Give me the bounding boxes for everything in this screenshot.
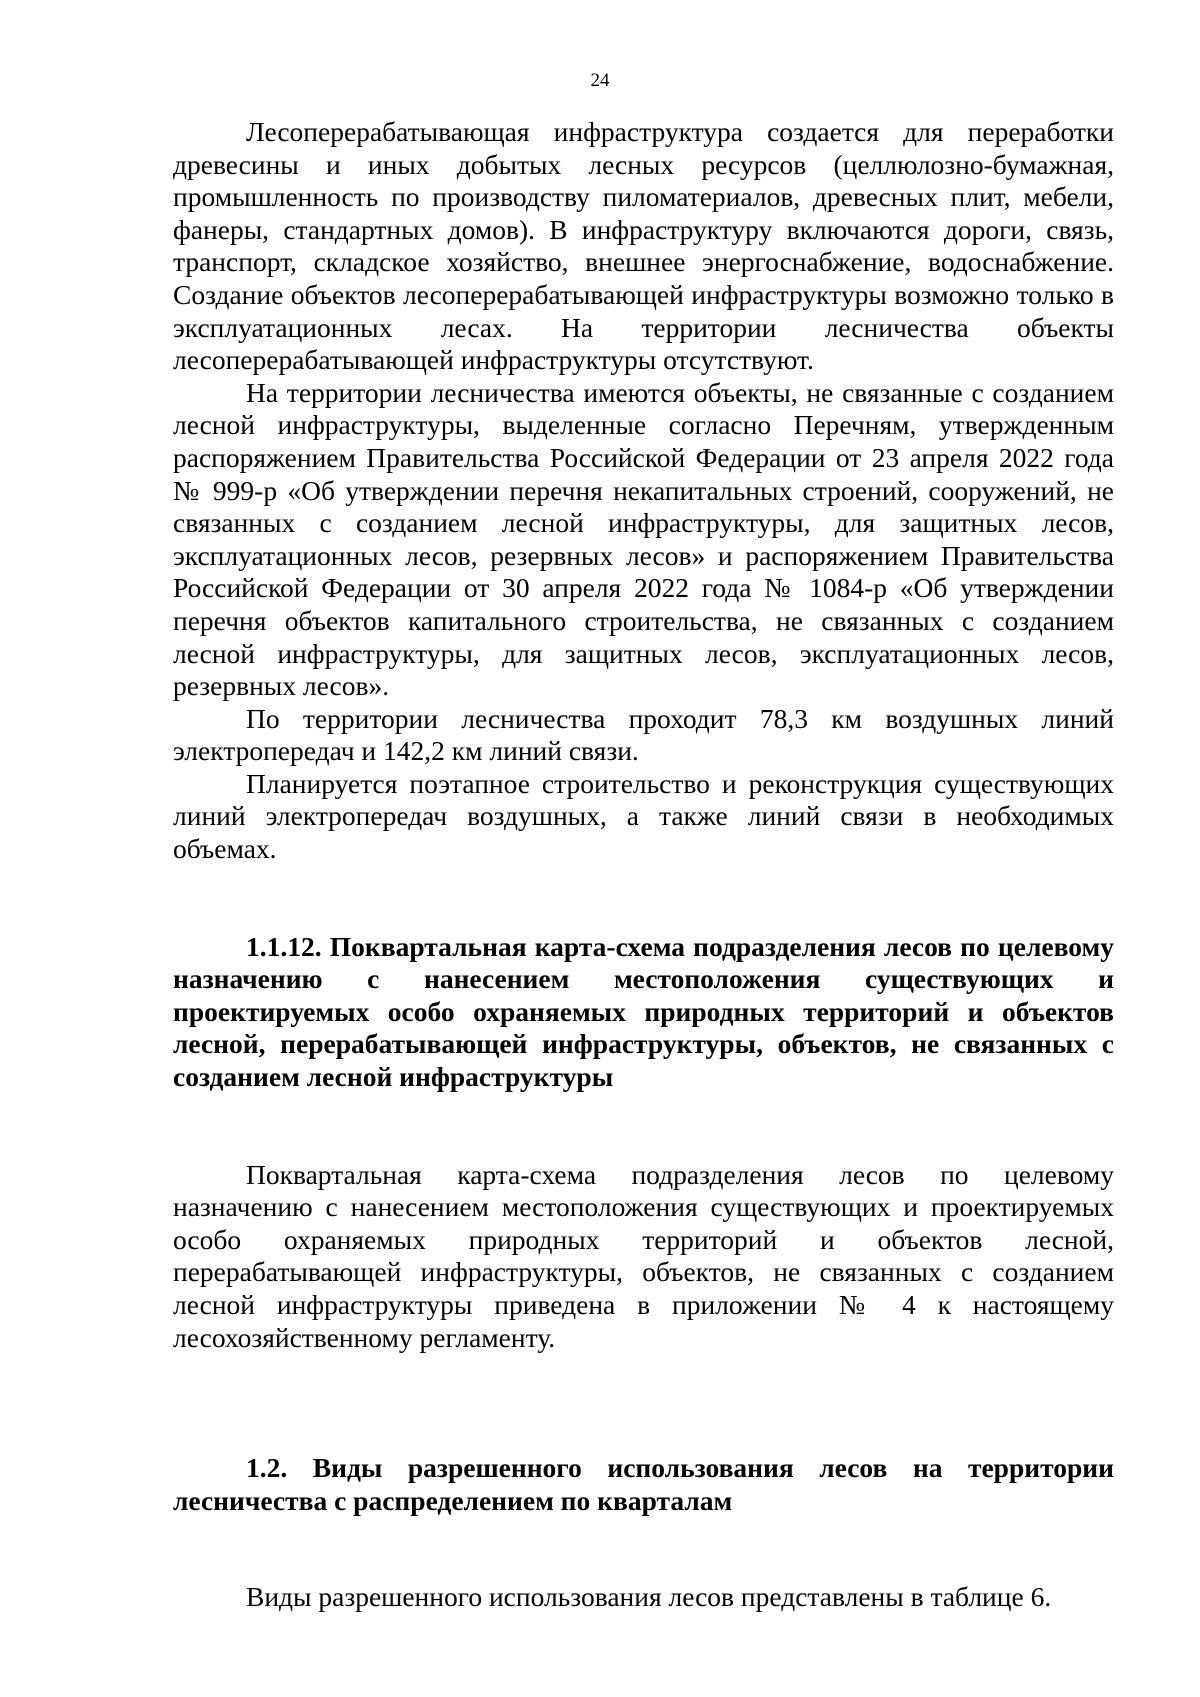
spacer [173, 866, 1114, 931]
paragraph-table-6-reference: Виды разрешенного использования лесов представлены в таблице 6. [246, 1581, 1052, 1613]
section-heading-1-2: 1.2. Виды разрешенного использования лесов на территории лесничества с распределением по кварталам [173, 1452, 1114, 1516]
page-number: 24 [590, 70, 610, 91]
paragraph-planned-construction: Планируется поэтапное строительство и реконструкция существующих линий электропередач воздушных, а также линий связи в необходимых объемах. [173, 767, 1114, 865]
spacer [173, 1094, 1114, 1159]
document-body [173, 116, 1114, 1614]
spacer [173, 1517, 1114, 1581]
paragraph-power-and-communication-lines: По территории лесничества проходит 78,3 км воздушных линий электропередач и 142,2 км линий связи. [173, 702, 1114, 767]
spacer [173, 1354, 1114, 1452]
paragraph-map-scheme-reference: Поквартальная карта-схема подразделения лесов по целевому назначению с нанесением местоположения существующих и проектируемых особо охраняемых природных территорий и объектов лесной, перерабатывающей инфраструктуры, объектов, не связанных с созданием лесной инфраструктуры приведена в приложении № 4 к настоящему лесохозяйственному регламенту. [173, 1158, 1114, 1353]
paragraph-wood-processing-infrastructure: Лесоперерабатывающая инфраструктура создается для переработки древесины и иных добытых лесных ресурсов (целлюлозно-бумажная, промышленность по производству пиломатериалов, древесных плит, мебели, фанеры, стандартных домов). В инфраструктуру включаются дороги, связь, транспорт, складское хозяйство, внешнее энергоснабжение, водоснабжение. Создание объектов лесоперерабатывающей инфраструктуры возможно только в эксплуатационных лесах. На территории лесничества объекты лесоперерабатывающей инфраструктуры отсутствуют. [173, 116, 1114, 376]
section-heading-1-1-12: 1.1.12. Поквартальная карта-схема подразделения лесов по целевому назначению с нанесением местоположения существующих и проектируемых особо охраняемых природных территорий и объектов лесной, перерабатывающей инфраструктуры, объектов, не связанных с созданием лесной инфраструктуры [173, 930, 1114, 1093]
paragraph-non-forest-infrastructure-objects: На территории лесничества имеются объекты, не связанные с созданием лесной инфраструктуры, выделенные согласно Перечням, утвержденным распоряжением Правительства Российской Федерации от 23 апреля 2022 года № 999-р «Об утверждении перечня некапитальных строений, сооружений, не связанных с созданием лесной инфраструктуры, для защитных лесов, эксплуатационных лесов, резервных лесов» и распоряжением Правительства Российской Федерации от 30 апреля 2022 года № 1084-р «Об утверждении перечня объектов капитального строительства, не связанных с созданием лесной инфраструктуры, для защитных лесов, эксплуатационных лесов, резервных лесов». [173, 376, 1114, 702]
